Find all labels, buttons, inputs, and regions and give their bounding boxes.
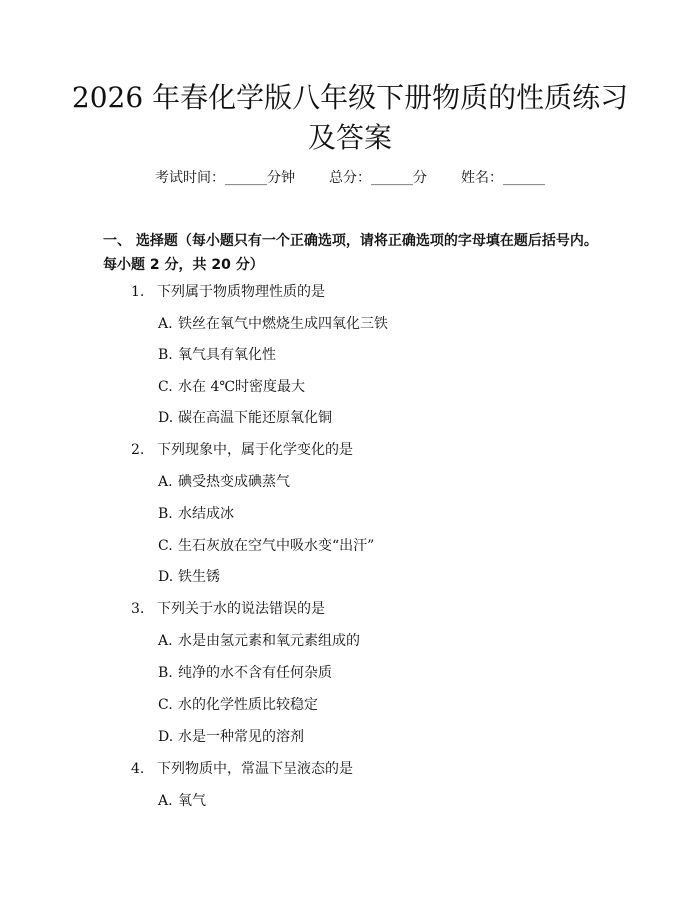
option-text: 碳在高温下能还原氧化铜 bbox=[178, 410, 332, 426]
document-title bbox=[60, 78, 640, 158]
option-text: 水是一种常见的溶剂 bbox=[178, 729, 304, 745]
question-4 bbox=[131, 759, 353, 779]
exam-info bbox=[0, 168, 700, 188]
option-letter: D. bbox=[158, 569, 174, 585]
option-letter: A. bbox=[158, 316, 173, 332]
question-3-option-a bbox=[158, 631, 360, 651]
option-letter: B. bbox=[158, 506, 173, 522]
question-2-option-a bbox=[158, 472, 290, 492]
question-2-option-d bbox=[158, 567, 220, 587]
option-letter: B. bbox=[158, 665, 173, 681]
question-number: 2. bbox=[131, 442, 145, 458]
question-text: 下列物质中，常温下呈液态的是 bbox=[157, 761, 353, 777]
name-blank: ______ bbox=[503, 170, 545, 186]
question-number: 1. bbox=[131, 284, 145, 300]
option-letter: A. bbox=[158, 793, 173, 809]
option-letter: C. bbox=[158, 538, 173, 554]
name-label: 姓名： bbox=[461, 170, 503, 186]
question-number: 3. bbox=[131, 601, 145, 617]
option-text: 生石灰放在空气中吸水变“出汗” bbox=[178, 538, 375, 554]
question-3-option-d bbox=[158, 727, 304, 747]
question-1-option-b bbox=[158, 345, 276, 365]
time-blank: ______ bbox=[225, 170, 267, 186]
title-line-1: 2026 年春化学版八年级下册物质的性质练习 bbox=[71, 81, 629, 114]
option-letter: C. bbox=[158, 697, 173, 713]
question-2-option-b bbox=[158, 504, 234, 524]
option-letter: A. bbox=[158, 474, 173, 490]
question-1-option-a bbox=[158, 314, 388, 334]
question-1-option-d bbox=[158, 408, 332, 428]
score-blank: ______ bbox=[371, 170, 413, 186]
question-3-option-b bbox=[158, 663, 332, 683]
time-label: 考试时间： bbox=[155, 170, 225, 186]
option-text: 碘受热变成碘蒸气 bbox=[178, 474, 290, 490]
question-4-option-a bbox=[158, 791, 206, 811]
question-text: 下列属于物质物理性质的是 bbox=[157, 284, 325, 300]
time-unit: 分钟 bbox=[267, 170, 295, 186]
section-heading bbox=[103, 229, 623, 277]
option-text: 水结成冰 bbox=[178, 506, 234, 522]
score-unit: 分 bbox=[413, 170, 427, 186]
option-letter: C. bbox=[158, 379, 173, 395]
score-label: 总分： bbox=[329, 170, 371, 186]
question-3 bbox=[131, 599, 325, 619]
section-heading-line-1: 一、 选择题（每小题只有一个正确选项，请将正确选项的字母填在题后括号内。 bbox=[103, 233, 598, 249]
section-heading-line-2: 每小题 2 分，共 20 分） bbox=[103, 257, 264, 273]
option-text: 纯净的水不含有任何杂质 bbox=[178, 665, 332, 681]
question-number: 4. bbox=[131, 761, 145, 777]
option-text: 铁丝在氧气中燃烧生成四氧化三铁 bbox=[178, 316, 388, 332]
question-text: 下列关于水的说法错误的是 bbox=[157, 601, 325, 617]
option-letter: D. bbox=[158, 729, 174, 745]
question-text: 下列现象中，属于化学变化的是 bbox=[157, 442, 353, 458]
option-text: 氧气 bbox=[178, 793, 206, 809]
option-text: 水在 4℃时密度最大 bbox=[178, 379, 306, 395]
question-2-option-c bbox=[158, 536, 374, 556]
option-text: 水的化学性质比较稳定 bbox=[178, 697, 318, 713]
option-text: 铁生锈 bbox=[178, 569, 220, 585]
option-letter: A. bbox=[158, 633, 173, 649]
question-2 bbox=[131, 440, 353, 460]
question-3-option-c bbox=[158, 695, 318, 715]
option-text: 氧气具有氧化性 bbox=[178, 347, 276, 363]
option-letter: B. bbox=[158, 347, 173, 363]
option-text: 水是由氢元素和氧元素组成的 bbox=[178, 633, 360, 649]
question-1-option-c bbox=[158, 377, 305, 397]
question-1 bbox=[131, 282, 325, 302]
title-line-2: 及答案 bbox=[307, 121, 392, 154]
option-letter: D. bbox=[158, 410, 174, 426]
